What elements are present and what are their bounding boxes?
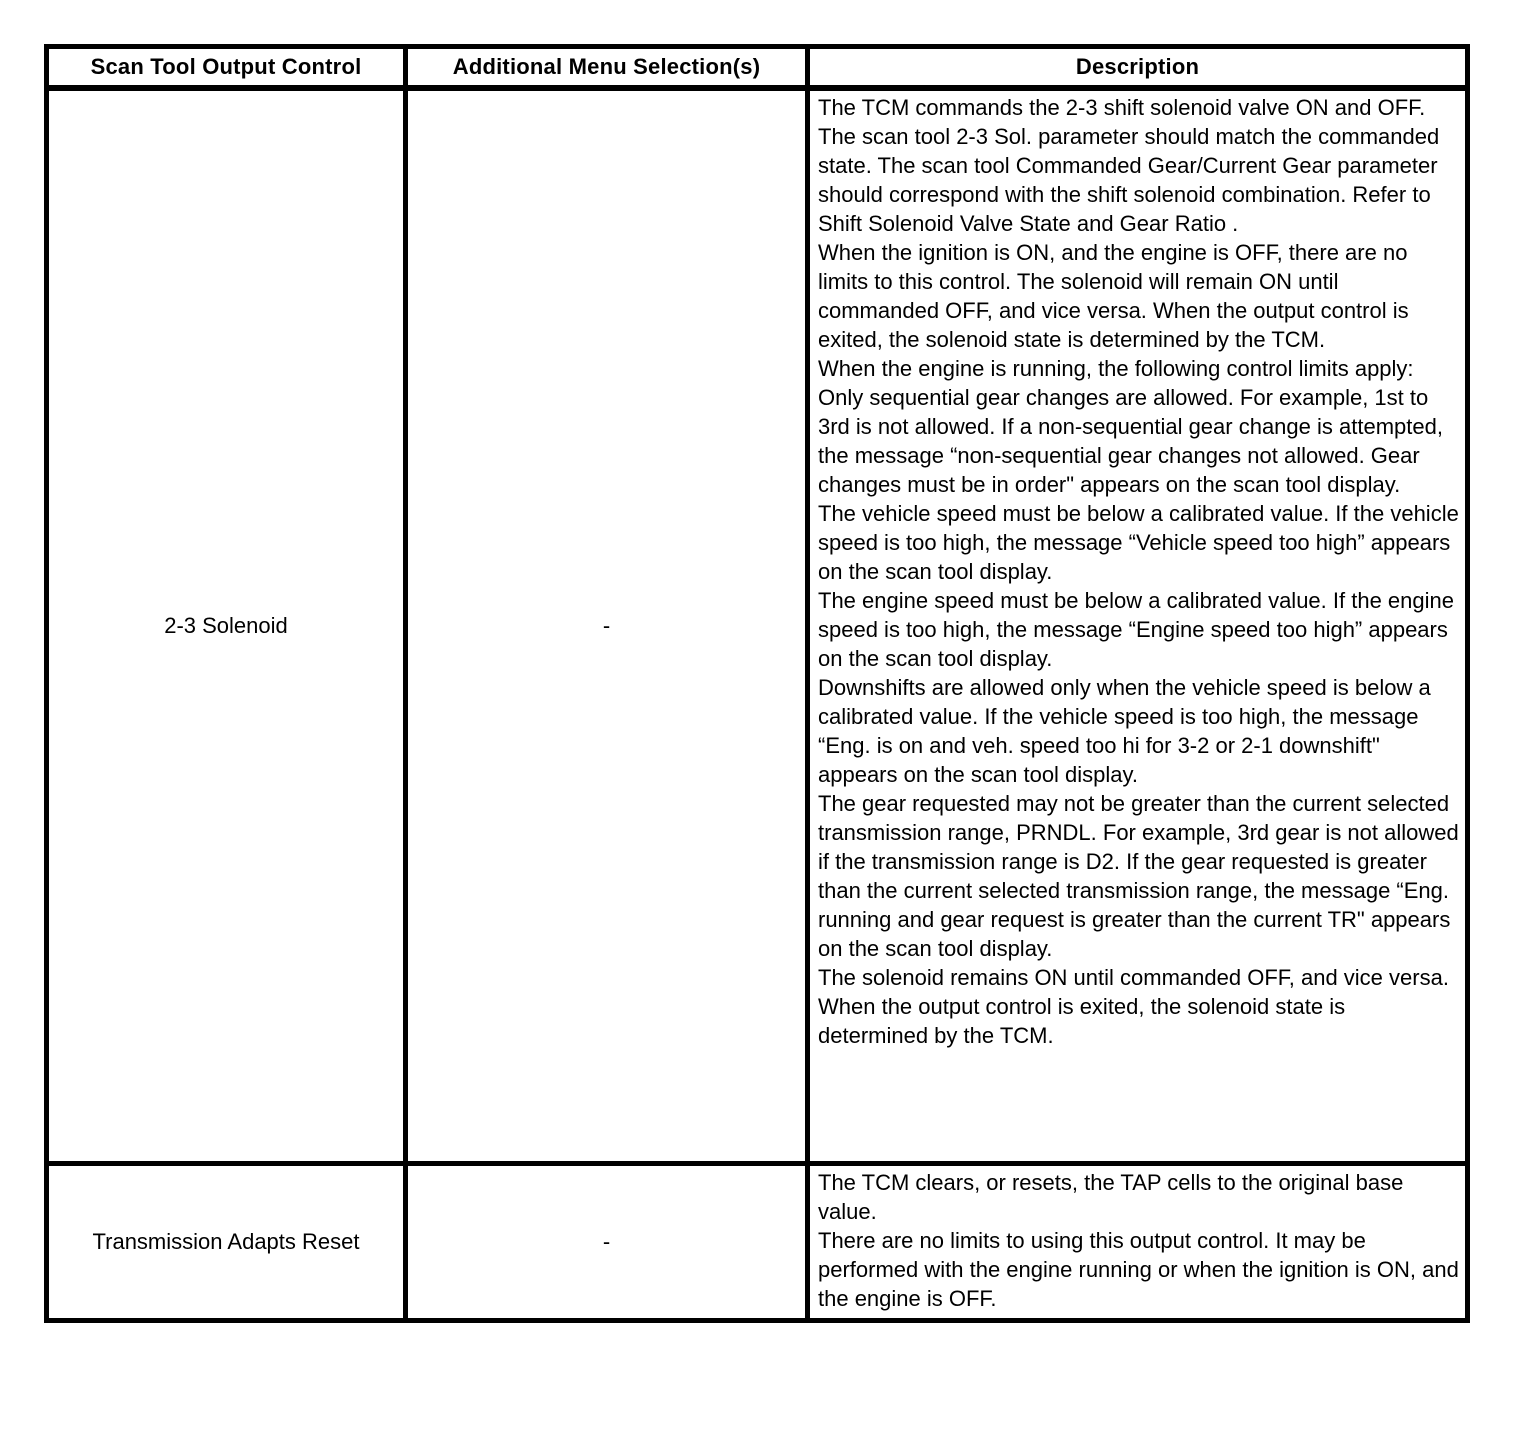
description-paragraph: There are no limits to using this output control. It may be performed with the engine running or when the ignition is ON, and the engine is OFF. bbox=[818, 1228, 1459, 1311]
description-paragraph: The TCM clears, or resets, the TAP cells to the original base value. bbox=[818, 1170, 1404, 1224]
table-row-transmission-adapts-reset bbox=[47, 1164, 1468, 1321]
description-paragraph: When the ignition is ON, and the engine is OFF, there are no limits to this control. The solenoid will remain ON until commanded OFF, and vice versa. When the output control is exited, the solenoid state is determined by the TCM. bbox=[818, 239, 1409, 352]
table-row-2-3-solenoid bbox=[47, 88, 1468, 1164]
table-header-row bbox=[47, 47, 1468, 88]
control-name-cell: Transmission Adapts Reset bbox=[47, 1164, 406, 1321]
control-name-cell: 2-3 Solenoid bbox=[47, 88, 406, 1164]
description-paragraph: The TCM commands the 2-3 shift solenoid valve ON and OFF. The scan tool 2-3 Sol. parameter should match the commanded state. The scan tool Commanded Gear/Current Gear parameter should correspond with the shift solenoid combination. Refer to Shift Solenoid Valve State and Gear Ratio . bbox=[818, 94, 1440, 236]
column-header-scan-tool-output-control: Scan Tool Output Control bbox=[47, 47, 406, 88]
description-cell bbox=[808, 88, 1468, 1164]
description-paragraph: Only sequential gear changes are allowed. For example, 1st to 3rd is not allowed. If a non-sequential gear change is attempted, the message “non-sequential gear changes not allowed. Gear changes must be in order" appears on the scan tool display. bbox=[818, 384, 1443, 497]
description-paragraph: The engine speed must be below a calibrated value. If the engine speed is too high, the message “Engine speed too high” appears on the scan tool display. bbox=[818, 587, 1454, 671]
scan-tool-output-control-table bbox=[44, 44, 1470, 1323]
column-header-description: Description bbox=[808, 47, 1468, 88]
description-paragraph: When the engine is running, the following control limits apply: bbox=[818, 355, 1414, 381]
description-paragraph: The vehicle speed must be below a calibrated value. If the vehicle speed is too high, the message “Vehicle speed too high” appears on the scan tool display. bbox=[818, 500, 1459, 584]
description-paragraph: The gear requested may not be greater than the current selected transmission range, PRNDL. For example, 3rd gear is not allowed if the transmission range is D2. If the gear requested is greater than the current selected transmission range, the message “Eng. running and gear request is greater than the current TR" appears on the scan tool display. bbox=[818, 790, 1459, 961]
menu-selection-cell: - bbox=[406, 88, 808, 1164]
column-header-additional-menu-selections: Additional Menu Selection(s) bbox=[406, 47, 808, 88]
menu-selection-cell: - bbox=[406, 1164, 808, 1321]
description-paragraph: The solenoid remains ON until commanded OFF, and vice versa. When the output control is exited, the solenoid state is determined by the TCM. bbox=[818, 964, 1449, 1048]
description-paragraph: Downshifts are allowed only when the vehicle speed is below a calibrated value. If the vehicle speed is too high, the message “Eng. is on and veh. speed too hi for 3-2 or 2-1 downshift" appears on the scan tool display. bbox=[818, 674, 1431, 787]
description-cell bbox=[808, 1164, 1468, 1321]
